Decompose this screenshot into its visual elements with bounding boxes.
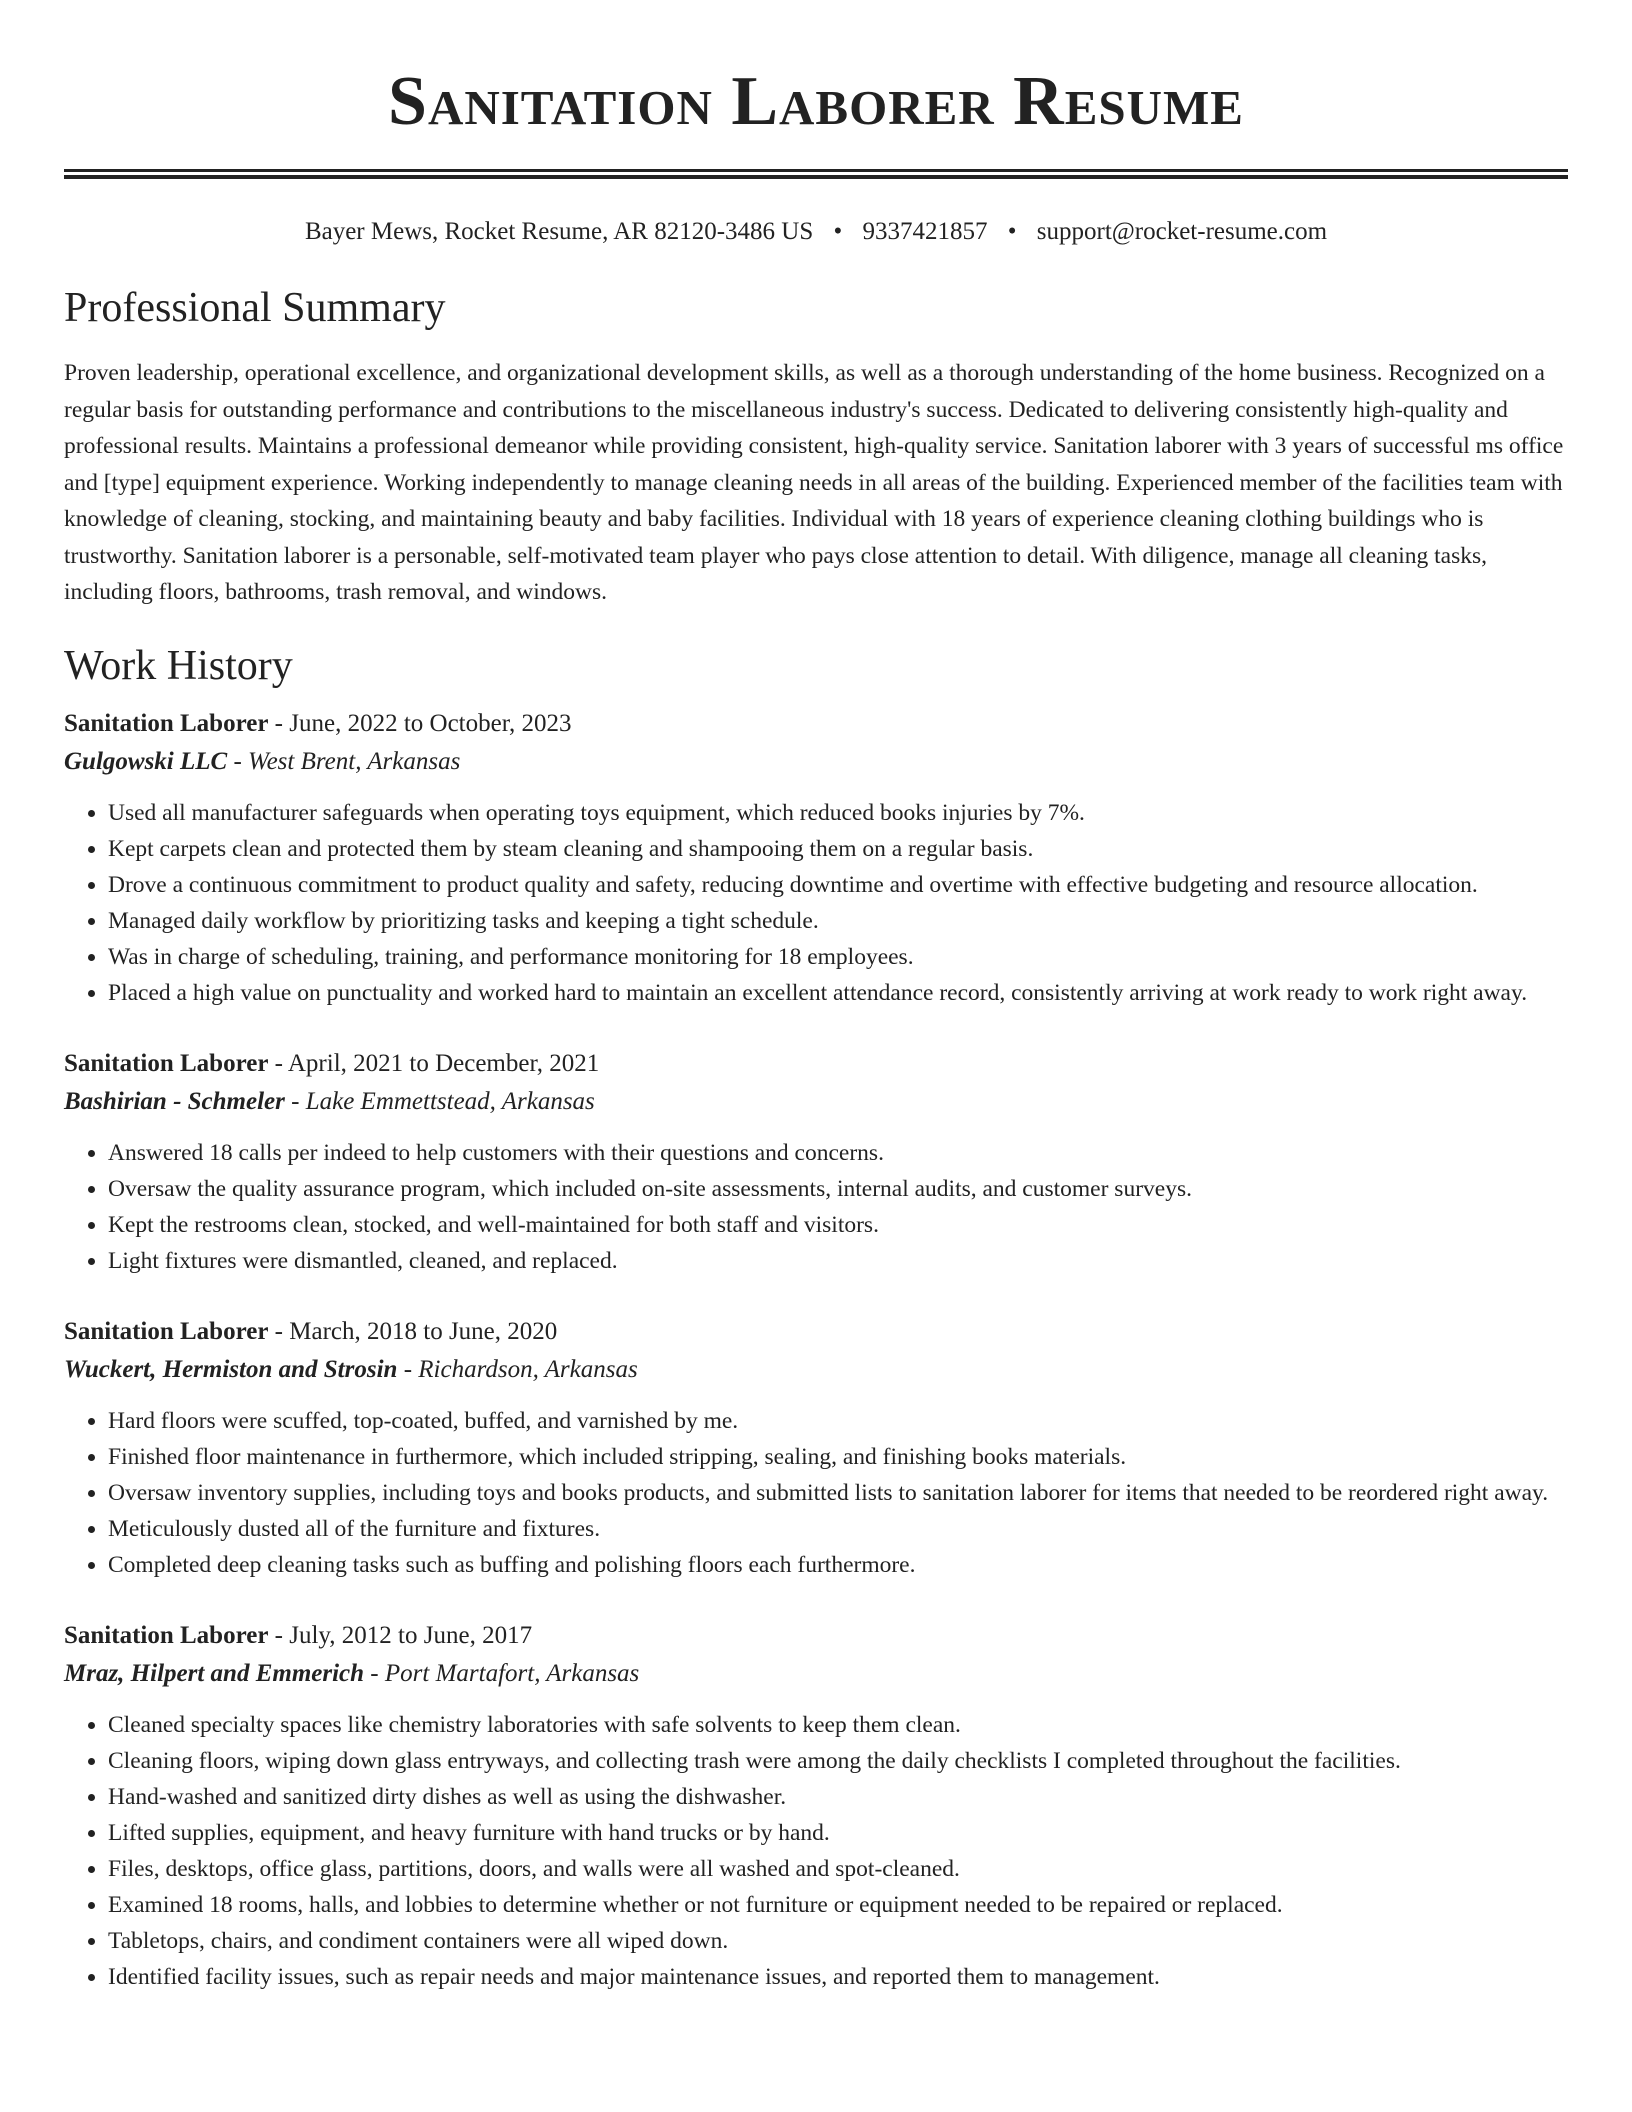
company-line bbox=[64, 1083, 1568, 1121]
duty-list bbox=[64, 1135, 1568, 1279]
duty-item: • Kept carpets clean and protected them by steam cleaning and shampooing them on a regular basis. bbox=[108, 831, 1568, 867]
duty-item: • Tabletops, chairs, and condiment containers were all wiped down. bbox=[108, 1923, 1568, 1959]
duty-item: • Examined 18 rooms, halls, and lobbies to determine whether or not furniture or equipment needed to be repaired or replaced. bbox=[108, 1887, 1568, 1923]
job-spacer bbox=[64, 1011, 1568, 1045]
duty-item: • Answered 18 calls per indeed to help customers with their questions and concerns. bbox=[108, 1135, 1568, 1171]
job-dates: - March, 2018 to June, 2020 bbox=[268, 1317, 558, 1345]
company-location: - Richardson, Arkansas bbox=[397, 1355, 638, 1383]
duty-item: • Placed a high value on punctuality and worked hard to maintain an excellent attendance record, consistently arriving at work ready to work right away. bbox=[108, 975, 1568, 1011]
job-title-line bbox=[64, 705, 1568, 743]
duty-item: • Drove a continuous commitment to product quality and safety, reducing downtime and overtime with effective budgeting and resource allocation. bbox=[108, 867, 1568, 903]
job-title: Sanitation Laborer bbox=[64, 1317, 269, 1345]
work-history-heading: Work History bbox=[64, 642, 293, 689]
company-name: Bashirian - Schmeler bbox=[64, 1087, 285, 1115]
job-entry bbox=[64, 1045, 1568, 1279]
contact-address: Bayer Mews, Rocket Resume, AR 82120-3486 US bbox=[304, 218, 814, 245]
duty-list bbox=[64, 1707, 1568, 1995]
duty-item: • Cleaning floors, wiping down glass entryways, and collecting trash were among the daily checklists I completed throughout the facilities. bbox=[108, 1743, 1568, 1779]
contact-phone: 9337421857 bbox=[862, 218, 988, 245]
duty-item: • Kept the restrooms clean, stocked, and well-maintained for both staff and visitors. bbox=[108, 1207, 1568, 1243]
resume-title: Sanitation Laborer Resume bbox=[388, 63, 1244, 140]
work-history-list bbox=[64, 705, 1568, 1995]
summary-heading: Professional Summary bbox=[64, 285, 446, 331]
job-title-line bbox=[64, 1313, 1568, 1351]
company-location: - Port Martafort, Arkansas bbox=[364, 1659, 640, 1687]
duty-item: • Managed daily workflow by prioritizing tasks and keeping a tight schedule. bbox=[108, 903, 1568, 939]
company-name: Wuckert, Hermiston and Strosin bbox=[64, 1355, 398, 1383]
duty-item: • Hand-washed and sanitized dirty dishes as well as using the dishwasher. bbox=[108, 1779, 1568, 1815]
job-title-line bbox=[64, 1045, 1568, 1083]
contact-email: support@rocket-resume.com bbox=[1036, 218, 1328, 245]
duty-item: • Oversaw inventory supplies, including toys and books products, and submitted lists to sanitation laborer for items that needed to be reordered right away. bbox=[108, 1475, 1568, 1511]
duty-item: • Was in charge of scheduling, training, and performance monitoring for 18 employees. bbox=[108, 939, 1568, 975]
job-spacer bbox=[64, 1279, 1568, 1313]
title-divider bbox=[64, 169, 1568, 179]
duty-list bbox=[64, 1403, 1568, 1583]
company-name: Gulgowski LLC bbox=[64, 747, 228, 775]
job-entry bbox=[64, 1617, 1568, 1995]
company-location: - West Brent, Arkansas bbox=[227, 747, 461, 775]
job-title: Sanitation Laborer bbox=[64, 709, 269, 737]
job-spacer bbox=[64, 1583, 1568, 1617]
duty-item: • Completed deep cleaning tasks such as buffing and polishing floors each furthermore. bbox=[108, 1547, 1568, 1583]
separator-dot: • bbox=[1007, 218, 1017, 245]
duty-item: • Light fixtures were dismantled, cleaned, and replaced. bbox=[108, 1243, 1568, 1279]
duty-item: • Cleaned specialty spaces like chemistry laboratories with safe solvents to keep them clean. bbox=[108, 1707, 1568, 1743]
company-name: Mraz, Hilpert and Emmerich bbox=[64, 1659, 365, 1687]
duty-item: • Hard floors were scuffed, top-coated, buffed, and varnished by me. bbox=[108, 1403, 1568, 1439]
job-dates: - June, 2022 to October, 2023 bbox=[268, 709, 572, 737]
duty-list bbox=[64, 795, 1568, 1011]
duty-item: • Lifted supplies, equipment, and heavy furniture with hand trucks or by hand. bbox=[108, 1815, 1568, 1851]
duty-item: • Used all manufacturer safeguards when operating toys equipment, which reduced books injuries by 7%. bbox=[108, 795, 1568, 831]
duty-item: • Finished floor maintenance in furthermore, which included stripping, sealing, and finishing books materials. bbox=[108, 1439, 1568, 1475]
duty-item: • Meticulously dusted all of the furniture and fixtures. bbox=[108, 1511, 1568, 1547]
job-entry bbox=[64, 705, 1568, 1011]
company-line bbox=[64, 1351, 1568, 1389]
company-line bbox=[64, 1655, 1568, 1693]
contact-line bbox=[64, 217, 1568, 247]
job-dates: - April, 2021 to December, 2021 bbox=[268, 1049, 600, 1077]
company-location: - Lake Emmettstead, Arkansas bbox=[284, 1087, 595, 1115]
duty-item: • Oversaw the quality assurance program, which included on-site assessments, internal audits, and customer surveys. bbox=[108, 1171, 1568, 1207]
job-dates: - July, 2012 to June, 2017 bbox=[268, 1621, 533, 1649]
duty-item: • Identified facility issues, such as repair needs and major maintenance issues, and reported them to management. bbox=[108, 1959, 1568, 1995]
company-line bbox=[64, 743, 1568, 781]
job-title: Sanitation Laborer bbox=[64, 1621, 269, 1649]
job-title-line bbox=[64, 1617, 1568, 1655]
job-entry bbox=[64, 1313, 1568, 1583]
separator-dot: • bbox=[833, 218, 843, 245]
job-title: Sanitation Laborer bbox=[64, 1049, 269, 1077]
summary-text: Proven leadership, operational excellence, and organizational development skills, as well as a thorough understanding of the home business. Recognized on a regular basis for outstanding performance and contributions to the miscellaneous industry's success. Dedicated to delivering consistently high-quality and professional results. Maintains a professional demeanor while providing consistent, high-quality service. Sanitation laborer with 3 years of successful ms office and [type] equipment experience. Working independently to manage cleaning needs in all areas of the building. Experienced member of the facilities team with knowledge of cleaning, stocking, and maintaining beauty and baby facilities. Individual with 18 years of experience cleaning clothing buildings who is trustworthy. Sanitation laborer is a personable, self-motivated team player who pays close attention to detail. With diligence, manage all cleaning tasks, including floors, bathrooms, trash removal, and windows. bbox=[64, 360, 1564, 605]
duty-item: • Files, desktops, office glass, partitions, doors, and walls were all washed and spot-cleaned. bbox=[108, 1851, 1568, 1887]
